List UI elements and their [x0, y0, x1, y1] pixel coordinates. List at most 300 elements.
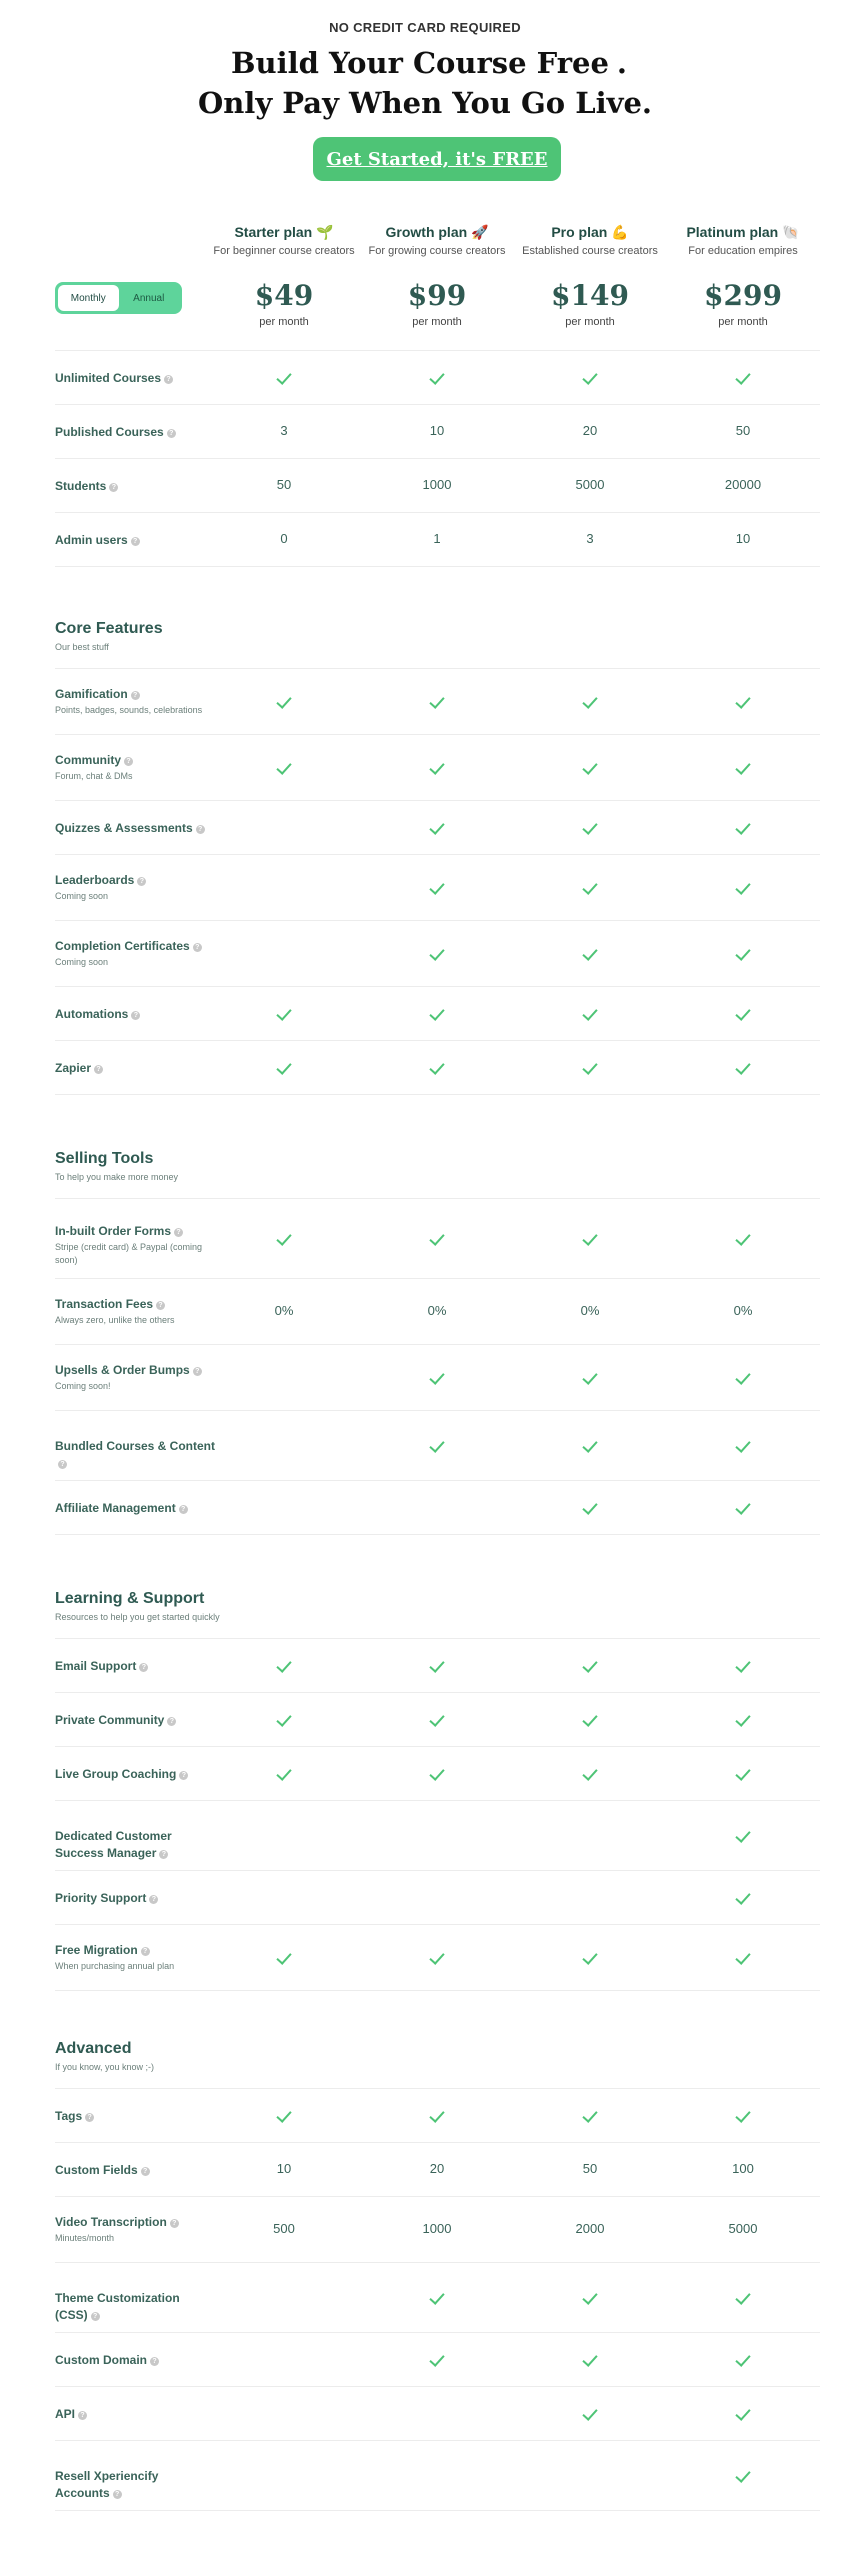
feature-name: Custom Fields: [55, 2163, 138, 2177]
feature-label: [55, 1942, 215, 1973]
check-icon-cell: [209, 1059, 359, 1074]
check-icon-cell: [515, 819, 665, 834]
feature-subtitle: Forum, chat & DMs: [55, 771, 133, 781]
check-icon-cell: [209, 1765, 359, 1780]
divider: [55, 566, 820, 567]
info-icon[interactable]: ?: [113, 2490, 122, 2499]
section-title: Advanced: [55, 2040, 132, 2057]
check-icon-cell: [668, 1437, 818, 1452]
info-icon[interactable]: ?: [170, 2219, 179, 2228]
table-row: [55, 2262, 820, 2332]
value-cell: 500: [273, 2221, 295, 2236]
check-icon-cell: [209, 1005, 359, 1020]
plan-column: [668, 224, 818, 257]
value-cell: 1: [433, 531, 441, 546]
feature-label: [55, 2468, 215, 2502]
check-icon-cell: [362, 759, 512, 774]
check-icon-cell: [668, 1369, 818, 1384]
value-cell: 1000: [422, 2221, 452, 2236]
plan-description: Established course creators: [522, 245, 658, 257]
table-row: [55, 920, 820, 986]
check-icon-cell: [515, 2289, 665, 2304]
check-icon-cell: [515, 1499, 665, 1514]
section-title: Selling Tools: [55, 1150, 154, 1167]
section-subtitle: Resources to help you get started quickly: [55, 1612, 220, 1622]
plan-column: [362, 224, 512, 257]
check-icon-cell: [515, 2405, 665, 2420]
table-row: [55, 2386, 820, 2440]
feature-label: [55, 424, 215, 441]
table-row: [55, 2142, 820, 2196]
check-icon: [582, 1005, 597, 1021]
section-subtitle: If you know, you know ;-): [55, 2062, 155, 2072]
value-cell: 0%: [733, 1303, 753, 1318]
feature-name: Quizzes & Assessments: [55, 821, 193, 835]
check-icon: [582, 759, 597, 775]
feature-label: [55, 1712, 215, 1729]
info-icon[interactable]: ?: [85, 2113, 94, 2122]
info-icon[interactable]: ?: [167, 429, 176, 438]
feature-name: Live Group Coaching: [55, 1767, 177, 1781]
value-cell: 20: [429, 2161, 445, 2176]
plan-price: $49: [254, 279, 314, 312]
feature-name: Private Community: [55, 1713, 165, 1727]
table-row: [55, 1800, 820, 1870]
table-row: [55, 1040, 820, 1094]
feature-label: [55, 1362, 215, 1393]
check-icon-cell: [209, 693, 359, 708]
plan-name: Starter plan 🌱: [234, 224, 334, 240]
check-icon-cell: [362, 1369, 512, 1384]
table-row: [55, 1198, 820, 1278]
check-icon-cell: [362, 1059, 512, 1074]
plan-name: Platinum plan 🐚: [686, 224, 800, 240]
check-icon: [429, 1437, 444, 1453]
section-title: Core Features: [55, 620, 163, 637]
check-icon: [582, 1437, 597, 1453]
table-row: [55, 1924, 820, 1990]
feature-label: [55, 2108, 215, 2125]
check-icon-cell: [362, 1230, 512, 1245]
check-icon: [429, 2107, 444, 2123]
feature-label: [55, 1006, 215, 1023]
table-row: [55, 1410, 820, 1480]
plan-period: per month: [412, 316, 462, 328]
check-icon: [735, 1499, 750, 1515]
feature-label: [55, 370, 215, 387]
table-row: [55, 1638, 820, 1692]
table-row: [55, 1746, 820, 1800]
plan-period: per month: [565, 316, 615, 328]
plan-price: $149: [551, 279, 629, 312]
check-icon: [582, 1230, 597, 1246]
feature-name: Free Migration: [55, 1943, 138, 1957]
check-icon-cell: [668, 879, 818, 894]
check-icon-cell: [668, 2289, 818, 2304]
check-icon: [735, 1437, 750, 1453]
check-icon-cell: [209, 1230, 359, 1245]
feature-label: [55, 1438, 215, 1472]
check-icon-cell: [668, 1005, 818, 1020]
check-icon: [276, 1059, 291, 1075]
table-row: [55, 986, 820, 1040]
value-cell: 3: [280, 423, 288, 438]
value-cell: 2000: [575, 2221, 605, 2236]
value-cell: 0%: [274, 1303, 294, 1318]
check-icon: [735, 2405, 750, 2421]
feature-name: Dedicated Customer Success Manager: [55, 1829, 172, 1860]
info-icon[interactable]: ?: [159, 1850, 168, 1859]
check-icon-cell: [515, 693, 665, 708]
check-icon-cell: [515, 1005, 665, 1020]
plan-description: For beginner course creators: [213, 245, 355, 257]
no-credit-card-label: NO CREDIT CARD REQUIRED: [329, 20, 521, 35]
info-icon[interactable]: ?: [196, 825, 205, 834]
feature-label: [55, 1766, 215, 1783]
plan-price: $299: [704, 279, 782, 312]
feature-label: [55, 2162, 215, 2179]
value-cell: 10: [735, 531, 751, 546]
feature-label: [55, 1060, 215, 1077]
feature-name: Automations: [55, 1007, 129, 1021]
check-icon: [735, 1949, 750, 1965]
feature-name: Affiliate Management: [55, 1501, 176, 1515]
check-icon: [582, 2405, 597, 2421]
info-icon[interactable]: ?: [131, 537, 140, 546]
value-cell: 100: [732, 2161, 754, 2176]
feature-subtitle: Points, badges, sounds, celebrations: [55, 705, 203, 715]
plan-period: per month: [259, 316, 309, 328]
feature-subtitle: When purchasing annual plan: [55, 1961, 175, 1971]
check-icon: [429, 1005, 444, 1021]
feature-label: [55, 1658, 215, 1675]
feature-subtitle: Stripe (credit card) & Paypal (coming soon): [55, 1242, 203, 1265]
feature-label: [55, 2406, 215, 2423]
check-icon: [735, 693, 750, 709]
section-subtitle: Our best stuff: [55, 642, 109, 652]
check-icon: [276, 2107, 291, 2123]
check-icon-cell: [515, 1949, 665, 1964]
check-icon-cell: [362, 1437, 512, 1452]
value-cell: 0: [280, 531, 288, 546]
check-icon-cell: [668, 1657, 818, 1672]
check-icon: [429, 369, 444, 385]
feature-name: Community: [55, 753, 121, 767]
table-row: [55, 1278, 820, 1344]
check-icon: [429, 945, 444, 961]
check-icon: [582, 369, 597, 385]
divider: [55, 1534, 820, 1535]
table-row: [55, 854, 820, 920]
feature-name: Zapier: [55, 1061, 92, 1075]
plan-description: For growing course creators: [368, 245, 506, 257]
check-icon-cell: [515, 1369, 665, 1384]
check-icon-cell: [362, 693, 512, 708]
table-row: [55, 2440, 820, 2510]
check-icon: [582, 1369, 597, 1385]
annual-option[interactable]: Annual: [133, 292, 165, 304]
table-row: [55, 1692, 820, 1746]
value-cell: 20000: [724, 477, 762, 492]
feature-label: [55, 1890, 215, 1907]
check-icon-cell: [515, 1437, 665, 1452]
value-cell: 3: [586, 531, 594, 546]
info-icon[interactable]: ?: [141, 1947, 150, 1956]
plan-price: $99: [407, 279, 467, 312]
check-icon: [582, 2289, 597, 2305]
info-icon[interactable]: ?: [137, 877, 146, 886]
feature-name: Custom Domain: [55, 2353, 148, 2367]
feature-name: Transaction Fees: [55, 1297, 154, 1311]
check-icon: [276, 693, 291, 709]
feature-label: [55, 1828, 215, 1862]
info-icon[interactable]: ?: [131, 1011, 140, 1020]
table-row: [55, 404, 820, 458]
feature-label: [55, 1223, 215, 1267]
value-cell: 5000: [575, 477, 605, 492]
value-cell: 5000: [728, 2221, 758, 2236]
value-cell: 50: [582, 2161, 598, 2176]
section-subtitle: To help you make more money: [55, 1172, 179, 1182]
check-icon: [735, 1765, 750, 1781]
divider: [55, 2510, 820, 2511]
check-icon: [429, 693, 444, 709]
check-icon: [276, 369, 291, 385]
feature-label: [55, 1296, 215, 1327]
feature-name: Published Courses: [55, 425, 164, 439]
plan-period: per month: [718, 316, 768, 328]
check-icon-cell: [668, 693, 818, 708]
check-icon: [735, 1889, 750, 1905]
section-title: Learning & Support: [55, 1590, 205, 1607]
check-icon-cell: [209, 2107, 359, 2122]
check-icon-cell: [209, 1711, 359, 1726]
feature-name: Priority Support: [55, 1891, 147, 1905]
info-icon[interactable]: ?: [78, 2411, 87, 2420]
check-icon-cell: [668, 369, 818, 384]
info-icon[interactable]: ?: [139, 1663, 148, 1672]
check-icon: [735, 1827, 750, 1843]
check-icon: [429, 2351, 444, 2367]
hero-headline-line1: Build Your Course Free .: [0, 46, 850, 80]
check-icon: [429, 1059, 444, 1075]
check-icon: [735, 1657, 750, 1673]
feature-label: [55, 478, 215, 495]
plan-name: Growth plan 🚀: [385, 224, 489, 240]
check-icon: [429, 1230, 444, 1246]
info-icon[interactable]: ?: [193, 943, 202, 952]
check-icon: [735, 2289, 750, 2305]
check-icon: [735, 945, 750, 961]
check-icon-cell: [209, 1657, 359, 1672]
check-icon-cell: [515, 1711, 665, 1726]
check-icon: [582, 693, 597, 709]
check-icon: [429, 1949, 444, 1965]
check-icon-cell: [362, 879, 512, 894]
check-icon-cell: [668, 2107, 818, 2122]
feature-label: [55, 752, 215, 783]
check-icon: [582, 2107, 597, 2123]
table-row: [55, 350, 820, 404]
info-icon[interactable]: ?: [164, 375, 173, 384]
table-row: [55, 1480, 820, 1534]
feature-name: Tags: [55, 2109, 83, 2123]
info-icon[interactable]: ?: [141, 2167, 150, 2176]
table-row: [55, 1344, 820, 1410]
check-icon-cell: [515, 1657, 665, 1672]
feature-subtitle: Coming soon: [55, 891, 109, 901]
check-icon-cell: [362, 819, 512, 834]
feature-name: Unlimited Courses: [55, 371, 162, 385]
info-icon[interactable]: ?: [58, 1460, 67, 1469]
check-icon-cell: [668, 1765, 818, 1780]
check-icon-cell: [362, 1765, 512, 1780]
check-icon-cell: [668, 1711, 818, 1726]
plan-name: Pro plan 💪: [551, 224, 629, 240]
check-icon: [735, 1005, 750, 1021]
check-icon-cell: [362, 2107, 512, 2122]
check-icon: [582, 1765, 597, 1781]
value-cell: 0%: [580, 1303, 600, 1318]
info-icon[interactable]: ?: [124, 757, 133, 766]
check-icon-cell: [515, 1059, 665, 1074]
info-icon[interactable]: ?: [174, 1228, 183, 1237]
feature-name: Students: [55, 479, 107, 493]
check-icon-cell: [515, 369, 665, 384]
check-icon-cell: [668, 1889, 818, 1904]
billing-toggle[interactable]: [55, 282, 182, 314]
check-icon: [276, 1711, 291, 1727]
hero-highlight: Build Your Course Free: [223, 46, 617, 80]
table-row: [55, 1870, 820, 1924]
feature-name: API: [55, 2407, 76, 2421]
check-icon: [276, 1765, 291, 1781]
table-row: [55, 2196, 820, 2262]
check-icon-cell: [668, 1230, 818, 1245]
feature-label: [55, 2290, 215, 2324]
info-icon[interactable]: ?: [193, 1367, 202, 1376]
info-icon[interactable]: ?: [131, 691, 140, 700]
value-cell: 10: [276, 2161, 292, 2176]
check-icon: [582, 1711, 597, 1727]
info-icon[interactable]: ?: [150, 2357, 159, 2366]
check-icon: [735, 1059, 750, 1075]
feature-name: Upsells & Order Bumps: [55, 1363, 190, 1377]
info-icon[interactable]: ?: [179, 1771, 188, 1780]
value-cell: 1000: [422, 477, 452, 492]
feature-label: [55, 532, 215, 549]
table-row: [55, 2332, 820, 2386]
check-icon: [582, 1499, 597, 1515]
monthly-option[interactable]: Monthly: [58, 285, 119, 311]
feature-subtitle: Coming soon!: [55, 1381, 111, 1391]
get-started-button[interactable]: Get Started, it's FREE: [313, 137, 561, 181]
feature-label: [55, 2352, 215, 2369]
check-icon: [429, 879, 444, 895]
feature-name: Bundled Courses & Content: [55, 1439, 216, 1453]
value-cell: 10: [429, 423, 445, 438]
check-icon-cell: [668, 1949, 818, 1964]
feature-label: [55, 1500, 215, 1517]
feature-name: Leaderboards: [55, 873, 135, 887]
info-icon[interactable]: ?: [109, 483, 118, 492]
check-icon-cell: [362, 945, 512, 960]
check-icon-cell: [515, 759, 665, 774]
feature-name: Admin users: [55, 533, 128, 547]
table-row: [55, 668, 820, 734]
feature-label: [55, 938, 215, 969]
divider: [55, 1990, 820, 1991]
info-icon[interactable]: ?: [156, 1301, 165, 1310]
check-icon-cell: [515, 945, 665, 960]
feature-name: Video Transcription: [55, 2215, 167, 2229]
info-icon[interactable]: ?: [91, 2312, 100, 2321]
divider: [55, 1094, 820, 1095]
info-icon[interactable]: ?: [149, 1895, 158, 1904]
table-row: [55, 2088, 820, 2142]
feature-name: Completion Certificates: [55, 939, 190, 953]
feature-label: [55, 2214, 215, 2245]
plan-description: For education empires: [688, 245, 798, 257]
check-icon-cell: [362, 369, 512, 384]
check-icon: [735, 1711, 750, 1727]
check-icon: [429, 1369, 444, 1385]
check-icon-cell: [668, 819, 818, 834]
check-icon: [735, 369, 750, 385]
check-icon: [582, 945, 597, 961]
feature-name: Theme Customization (CSS): [55, 2291, 180, 2322]
check-icon-cell: [209, 759, 359, 774]
check-icon: [735, 2107, 750, 2123]
check-icon-cell: [209, 369, 359, 384]
feature-subtitle: Always zero, unlike the others: [55, 1315, 175, 1325]
table-row: [55, 512, 820, 566]
check-icon-cell: [209, 1949, 359, 1964]
check-icon: [582, 819, 597, 835]
check-icon: [276, 759, 291, 775]
feature-name: Resell Xperiencify Accounts: [55, 2469, 159, 2500]
check-icon: [735, 2351, 750, 2367]
check-icon-cell: [515, 2107, 665, 2122]
check-icon: [429, 2289, 444, 2305]
check-icon: [735, 759, 750, 775]
check-icon: [735, 1369, 750, 1385]
hero-headline-line2: Only Pay When You Go Live.: [197, 86, 653, 120]
check-icon-cell: [362, 2289, 512, 2304]
value-cell: 0%: [427, 1303, 447, 1318]
plan-column: [515, 224, 665, 257]
info-icon[interactable]: ?: [94, 1065, 103, 1074]
check-icon: [276, 1230, 291, 1246]
check-icon: [429, 759, 444, 775]
info-icon[interactable]: ?: [167, 1717, 176, 1726]
table-row: [55, 458, 820, 512]
check-icon-cell: [515, 1230, 665, 1245]
info-icon[interactable]: ?: [179, 1505, 188, 1514]
check-icon-cell: [515, 1765, 665, 1780]
check-icon: [582, 1949, 597, 1965]
feature-name: Gamification: [55, 687, 128, 701]
check-icon-cell: [515, 2351, 665, 2366]
check-icon: [582, 2351, 597, 2367]
check-icon-cell: [362, 1949, 512, 1964]
check-icon: [429, 1765, 444, 1781]
check-icon-cell: [362, 1005, 512, 1020]
table-row: [55, 734, 820, 800]
plan-column: [209, 224, 359, 257]
check-icon-cell: [515, 879, 665, 894]
check-icon: [582, 1657, 597, 1673]
